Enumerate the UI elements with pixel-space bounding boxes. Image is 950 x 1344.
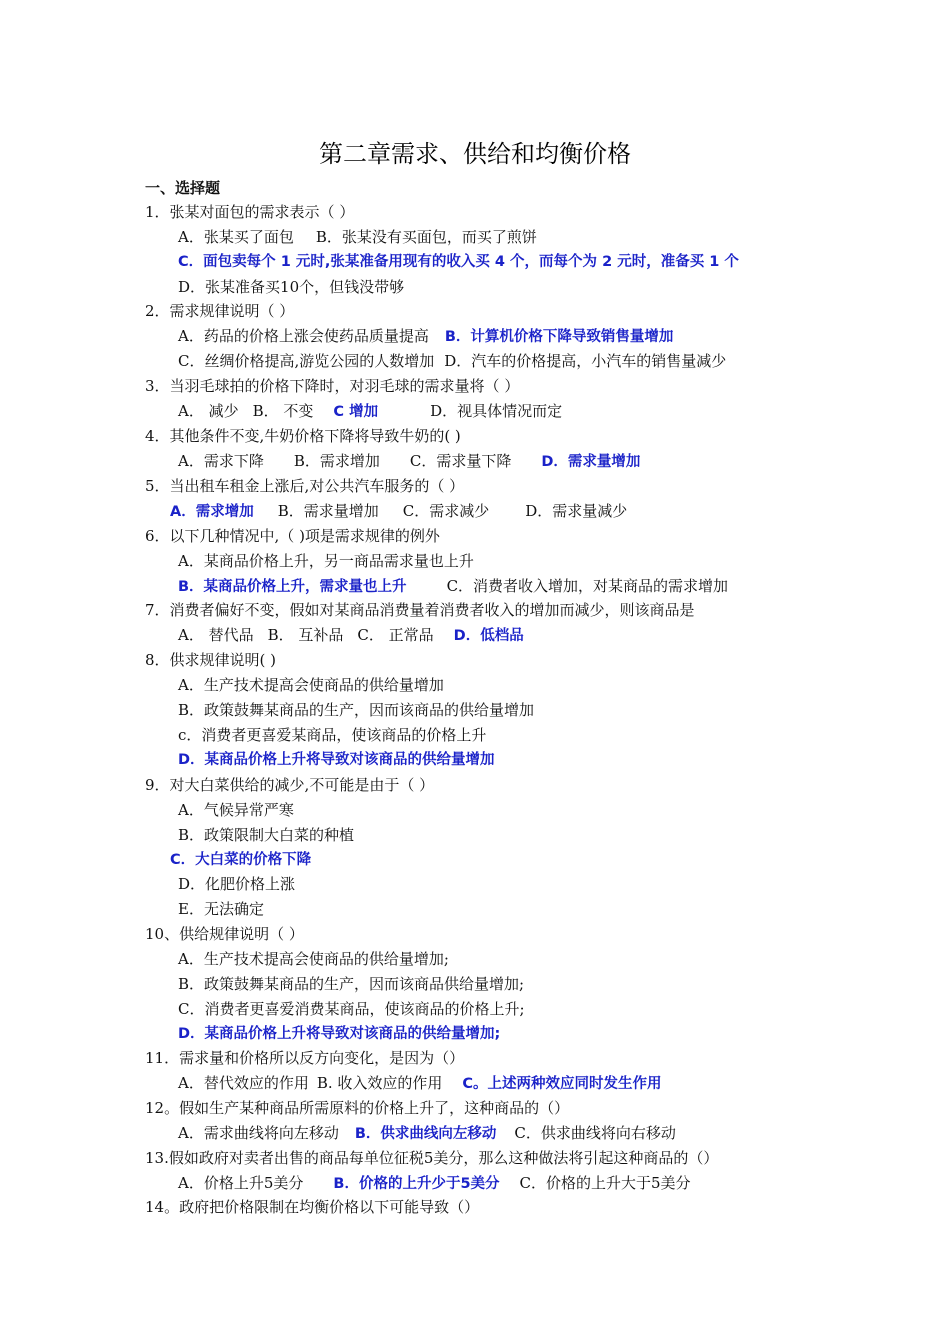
question-11-option-b: B. 收入效应的作用 xyxy=(316,1074,443,1092)
question-10-option-b: B．政策鼓舞某商品的生产，因而该商品供给量增加; xyxy=(178,975,525,993)
question-4-stem: 4．其他条件不变,牛奶价格下降将导致牛奶的( ) xyxy=(145,427,461,445)
question-13-option-b-answer: B．价格的上升少于5美分 xyxy=(333,1176,500,1192)
question-4-option-a: A．需求下降 xyxy=(178,452,264,470)
question-1-option-c-answer: C．面包卖每个 1 元时,张某准备用现有的收入买 4 个，而每个为 2 元时，准备买 1 个 xyxy=(178,254,739,270)
question-13-option-a: A．价格上升5美分 xyxy=(178,1174,304,1192)
question-8-option-b: B．政策鼓舞某商品的生产，因而该商品的供给量增加 xyxy=(178,701,535,719)
question-3-option-c-answer: C 增加 xyxy=(333,404,379,420)
question-6-option-a: A．某商品价格上升，另一商品需求量也上升 xyxy=(178,552,474,570)
question-5-option-b: B．需求量增加 xyxy=(277,502,379,520)
question-1-option-b: B．张某没有买面包，而买了煎饼 xyxy=(315,228,537,246)
question-7-options xyxy=(178,625,524,646)
question-9-option-c-answer: C．大白菜的价格下降 xyxy=(170,852,312,868)
question-7-option-a: A． 替代品 xyxy=(178,626,254,644)
question-13-option-c: C．价格的上升大于5美分 xyxy=(519,1174,691,1192)
question-4-option-b: B．需求增加 xyxy=(293,452,380,470)
question-8-option-a: A．生产技术提高会使商品的供给量增加 xyxy=(178,676,444,694)
question-12-options xyxy=(178,1123,676,1144)
question-7-option-d-answer: D．低档品 xyxy=(453,628,524,644)
question-11-options xyxy=(178,1073,662,1094)
question-9-option-a: A．气候异常严寒 xyxy=(178,801,294,819)
question-3-option-b: B． 不变 xyxy=(252,402,314,420)
question-6-option-b-answer: B．某商品价格上升，需求量也上升 xyxy=(178,579,407,595)
question-13-options xyxy=(178,1173,691,1194)
question-4-option-d-answer: D．需求量增加 xyxy=(541,454,641,470)
question-3-option-a: A． 减少 xyxy=(178,402,239,420)
question-8-stem: 8．供求规律说明( ) xyxy=(145,651,277,669)
question-2-option-d: D．汽车的价格提高，小汽车的销售量减少 xyxy=(444,352,727,370)
question-6-option-c: C．消费者收入增加，对某商品的需求增加 xyxy=(446,577,729,595)
question-3-option-d: D．视具体情况而定 xyxy=(430,402,563,420)
question-12-stem: 12。假如生产某种商品所需原料的价格上升了，这种商品的（） xyxy=(145,1099,570,1117)
page-title: 第二章需求、供给和均衡价格 xyxy=(319,140,631,168)
question-9-option-e: E．无法确定 xyxy=(178,900,264,918)
question-1-options-ab xyxy=(178,227,537,247)
question-1-option-a: A．张某买了面包 xyxy=(178,228,294,246)
question-8-option-d-answer: D．某商品价格上升将导致对该商品的供给量增加 xyxy=(178,752,495,768)
question-5-option-c: C．需求减少 xyxy=(402,502,490,520)
question-12-option-a: A．需求曲线将向左移动 xyxy=(178,1124,339,1142)
question-5-option-d: D．需求量减少 xyxy=(525,502,628,520)
question-7-stem: 7．消费者偏好不变，假如对某商品消费量着消费者收入的增加而减少，则该商品是 xyxy=(145,601,695,619)
question-10-stem: 10、供给规律说明（ ） xyxy=(145,925,304,943)
question-2-options-cd xyxy=(178,351,726,371)
question-9-option-d: D．化肥价格上涨 xyxy=(178,875,296,893)
question-11-stem: 11．需求量和价格所以反方向变化，是因为（） xyxy=(145,1049,465,1067)
question-1-stem: 1．张某对面包的需求表示（ ） xyxy=(145,203,355,221)
question-5-option-a-answer: A．需求增加 xyxy=(170,504,254,520)
question-7-option-c: C． 正常品 xyxy=(357,626,434,644)
question-11-option-a: A．替代效应的作用 xyxy=(178,1074,309,1092)
question-10-option-a: A．生产技术提高会使商品的供给量增加; xyxy=(178,950,449,968)
question-4-option-c: C．需求量下降 xyxy=(409,452,512,470)
section-heading: 一、选择题 xyxy=(145,179,221,197)
question-9-option-b: B．政策限制大白菜的种植 xyxy=(178,826,355,844)
question-2-option-b-answer: B．计算机价格下降导致销售量增加 xyxy=(444,329,674,345)
question-1-option-d: D．张某准备买10个，但钱没带够 xyxy=(178,278,405,296)
question-2-options-ab xyxy=(178,326,673,347)
question-5-stem: 5．当出租车租金上涨后,对公共汽车服务的（ ） xyxy=(145,477,465,495)
question-10-option-d-answer: D．某商品价格上升将导致对该商品的供给量增加; xyxy=(178,1026,501,1042)
question-12-option-c: C．供求曲线将向右移动 xyxy=(514,1124,676,1142)
question-11-option-c-answer: C。上述两种效应同时发生作用 xyxy=(462,1076,662,1092)
question-2-option-c: C．丝绸价格提高,游览公园的人数增加 xyxy=(178,352,435,370)
question-13-stem: 13.假如政府对卖者出售的商品每单位征税5美分，那么这种做法将引起这种商品的（） xyxy=(145,1149,719,1167)
question-6-options-bc xyxy=(178,576,728,597)
question-2-stem: 2．需求规律说明（ ） xyxy=(145,302,295,320)
question-3-options xyxy=(178,401,562,422)
question-7-option-b: B． 互补品 xyxy=(267,626,344,644)
question-2-option-a: A．药品的价格上涨会使药品质量提高 xyxy=(178,327,429,345)
question-14-stem: 14。政府把价格限制在均衡价格以下可能导致（） xyxy=(145,1198,480,1216)
question-8-option-c: c．消费者更喜爱某商品，使该商品的价格上升 xyxy=(178,726,487,744)
question-10-option-c: C．消费者更喜爱消费某商品，使该商品的价格上升; xyxy=(178,1000,525,1018)
question-9-stem: 9．对大白菜供给的减少,不可能是由于（ ） xyxy=(145,776,435,794)
question-4-options xyxy=(178,451,640,472)
question-12-option-b-answer: B．供求曲线向左移动 xyxy=(354,1126,497,1142)
question-6-stem: 6．以下几种情况中,（ )项是需求规律的例外 xyxy=(145,527,440,545)
question-3-stem: 3．当羽毛球拍的价格下降时，对羽毛球的需求量将（ ） xyxy=(145,377,520,395)
question-5-options xyxy=(170,501,627,522)
